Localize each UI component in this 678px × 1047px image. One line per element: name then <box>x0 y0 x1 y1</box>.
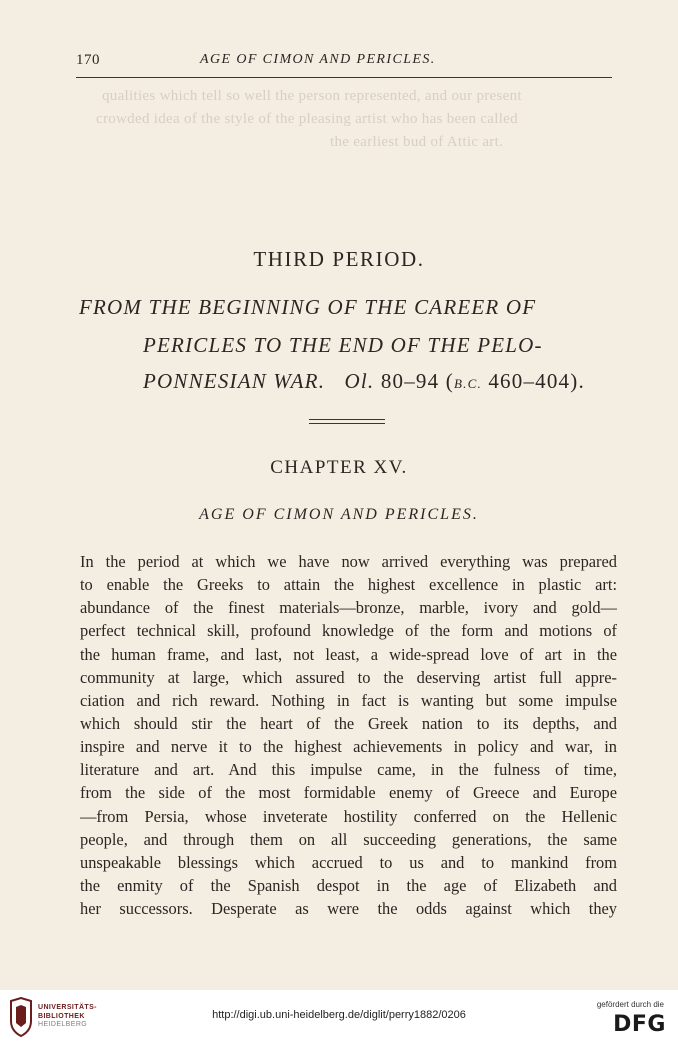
running-header <box>76 52 612 74</box>
text-line: to enable the Greeks to attain the highest excellence in plastic art: <box>80 575 617 595</box>
text-line: inspire and nerve it to the highest achievements in policy and war, in <box>80 737 617 757</box>
library-city: HEIDELBERG <box>38 1021 88 1028</box>
text-line: from the side of the most formidable enemy of Greece and Europe <box>80 783 617 803</box>
body-paragraph <box>80 550 617 920</box>
header-rule <box>76 77 612 78</box>
chapter-subtitle: AGE OF CIMON AND PERICLES. <box>199 506 479 523</box>
period-subtitle-war: PONNESIAN WAR. <box>143 369 326 393</box>
text-line: unspeakable blessings which accrued to us and to mankind from <box>80 852 617 872</box>
library-name-line: UNIVERSITÄTS- <box>38 1004 97 1011</box>
text-line: which should stir the heart of the Greek nation to its depths, and <box>80 713 617 733</box>
running-title: AGE OF CIMON AND PERICLES. <box>200 52 436 67</box>
show-through-line: crowded idea of the style of the pleasing artist who has been called <box>96 111 518 127</box>
bc-label: B.C. <box>453 376 482 391</box>
divider-rule <box>309 419 385 420</box>
text-line: ciation and rich reward. Nothing in fact is wanting but some impulse <box>80 690 617 710</box>
divider-rule <box>309 423 385 424</box>
year-range: 460–404). <box>488 369 585 393</box>
text-line: In the period at which we have now arrived everything was prepared <box>80 552 617 571</box>
text-line: her successors. Desperate as were the odds against which they <box>80 899 617 919</box>
period-subtitle-line: FROM THE BEGINNING OF THE CAREER OF <box>79 295 537 319</box>
text-line: literature and art. And this impulse came, in the fulness of time, <box>80 760 617 780</box>
permalink-url[interactable]: http://digi.ub.uni-heidelberg.de/diglit/perry1882/0206 <box>212 1009 466 1021</box>
olympiad-label: Ol. <box>344 369 375 393</box>
text-line: people, and through them on all succeeding generations, the same <box>80 829 617 849</box>
funded-by-text: gefördert durch die <box>596 1000 664 1009</box>
library-name-line: BIBLIOTHEK <box>38 1012 85 1020</box>
period-subtitle-line <box>143 369 585 394</box>
page-number: 170 <box>76 52 100 68</box>
olympiad-range: 80–94 ( <box>380 369 454 393</box>
text-line: perfect technical skill, profound knowledge of the form and motions of <box>80 621 617 641</box>
period-subtitle-line: PERICLES TO THE END OF THE PELO- <box>143 333 543 357</box>
dfg-logo[interactable]: DFG <box>613 1012 666 1037</box>
text-line: community at large, which assured to the deserving artist full appre- <box>80 667 617 687</box>
viewer-footer <box>0 990 678 1047</box>
chapter-title: CHAPTER XV. <box>270 457 408 478</box>
show-through-line: the earliest bud of Attic art. <box>330 134 504 150</box>
text-line: the human frame, and last, not least, a wide-spread love of art in the <box>80 644 617 664</box>
period-title: THIRD PERIOD. <box>253 247 425 271</box>
show-through-line: qualities which tell so well the person represented, and our present <box>102 88 522 104</box>
text-line: the enmity of the Spanish despot in the age of Elizabeth and <box>80 875 617 895</box>
text-line: —from Persia, whose inveterate hostility conferred on the Hellenic <box>80 806 617 826</box>
text-line: abundance of the finest materials—bronze, marble, ivory and gold— <box>80 598 617 618</box>
